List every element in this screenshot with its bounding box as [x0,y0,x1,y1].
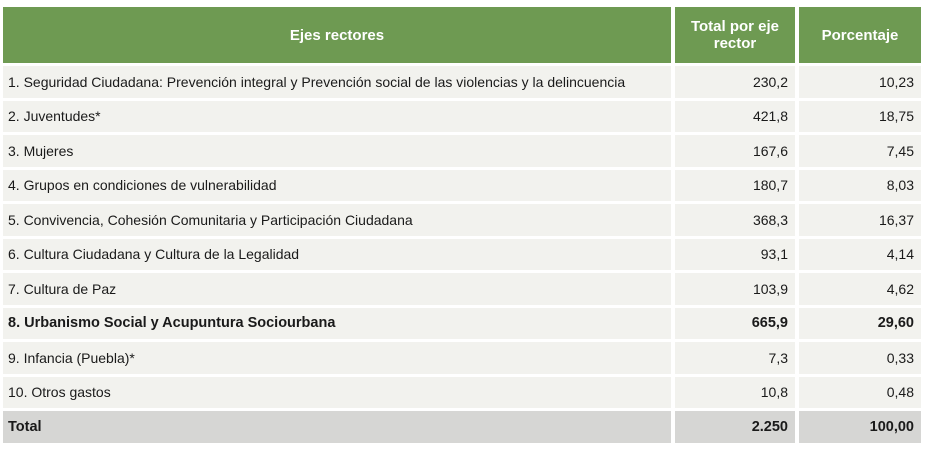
pct-cell: 4,14 [799,239,921,271]
total-amount: 2.250 [675,411,795,443]
pct-cell: 18,75 [799,101,921,133]
table-row [3,66,925,98]
table-row [3,273,925,305]
pct-cell: 4,62 [799,273,921,305]
total-percentage: 100,00 [799,411,921,443]
eje-cell: 10. Otros gastos [3,377,671,409]
table-row [3,204,925,236]
total-cell: 230,2 [675,66,795,98]
eje-cell: 1. Seguridad Ciudadana: Prevención integral y Prevención social de las violencias y la delincuencia [3,66,671,98]
total-cell: 103,9 [675,273,795,305]
eje-cell: 8. Urbanismo Social y Acupuntura Sociourbana [3,308,671,340]
total-cell: 180,7 [675,170,795,202]
total-label: Total [3,411,671,443]
total-cell: 167,6 [675,135,795,167]
pct-cell: 29,60 [799,308,921,340]
total-cell: 421,8 [675,101,795,133]
pct-cell: 7,45 [799,135,921,167]
pct-cell: 10,23 [799,66,921,98]
table-row [3,239,925,271]
header-total-por-eje: Total por eje rector [675,7,795,63]
table-row [3,170,925,202]
eje-cell: 6. Cultura Ciudadana y Cultura de la Legalidad [3,239,671,271]
table-header-row [3,7,925,63]
eje-cell: 2. Juventudes* [3,101,671,133]
table-row [3,342,925,374]
header-ejes-rectores: Ejes rectores [3,7,671,63]
table-total-row [3,411,925,443]
table-row [3,101,925,133]
eje-cell: 7. Cultura de Paz [3,273,671,305]
eje-cell: 5. Convivencia, Cohesión Comunitaria y Participación Ciudadana [3,204,671,236]
eje-cell: 3. Mujeres [3,135,671,167]
pct-cell: 16,37 [799,204,921,236]
table-row-highlighted [3,308,925,340]
budget-table [3,7,925,446]
total-cell: 368,3 [675,204,795,236]
table-row [3,377,925,409]
total-cell: 665,9 [675,308,795,340]
total-cell: 10,8 [675,377,795,409]
table-row [3,135,925,167]
eje-cell: 9. Infancia (Puebla)* [3,342,671,374]
pct-cell: 0,33 [799,342,921,374]
pct-cell: 8,03 [799,170,921,202]
pct-cell: 0,48 [799,377,921,409]
header-porcentaje: Porcentaje [799,7,921,63]
total-cell: 93,1 [675,239,795,271]
total-cell: 7,3 [675,342,795,374]
eje-cell: 4. Grupos en condiciones de vulnerabilidad [3,170,671,202]
